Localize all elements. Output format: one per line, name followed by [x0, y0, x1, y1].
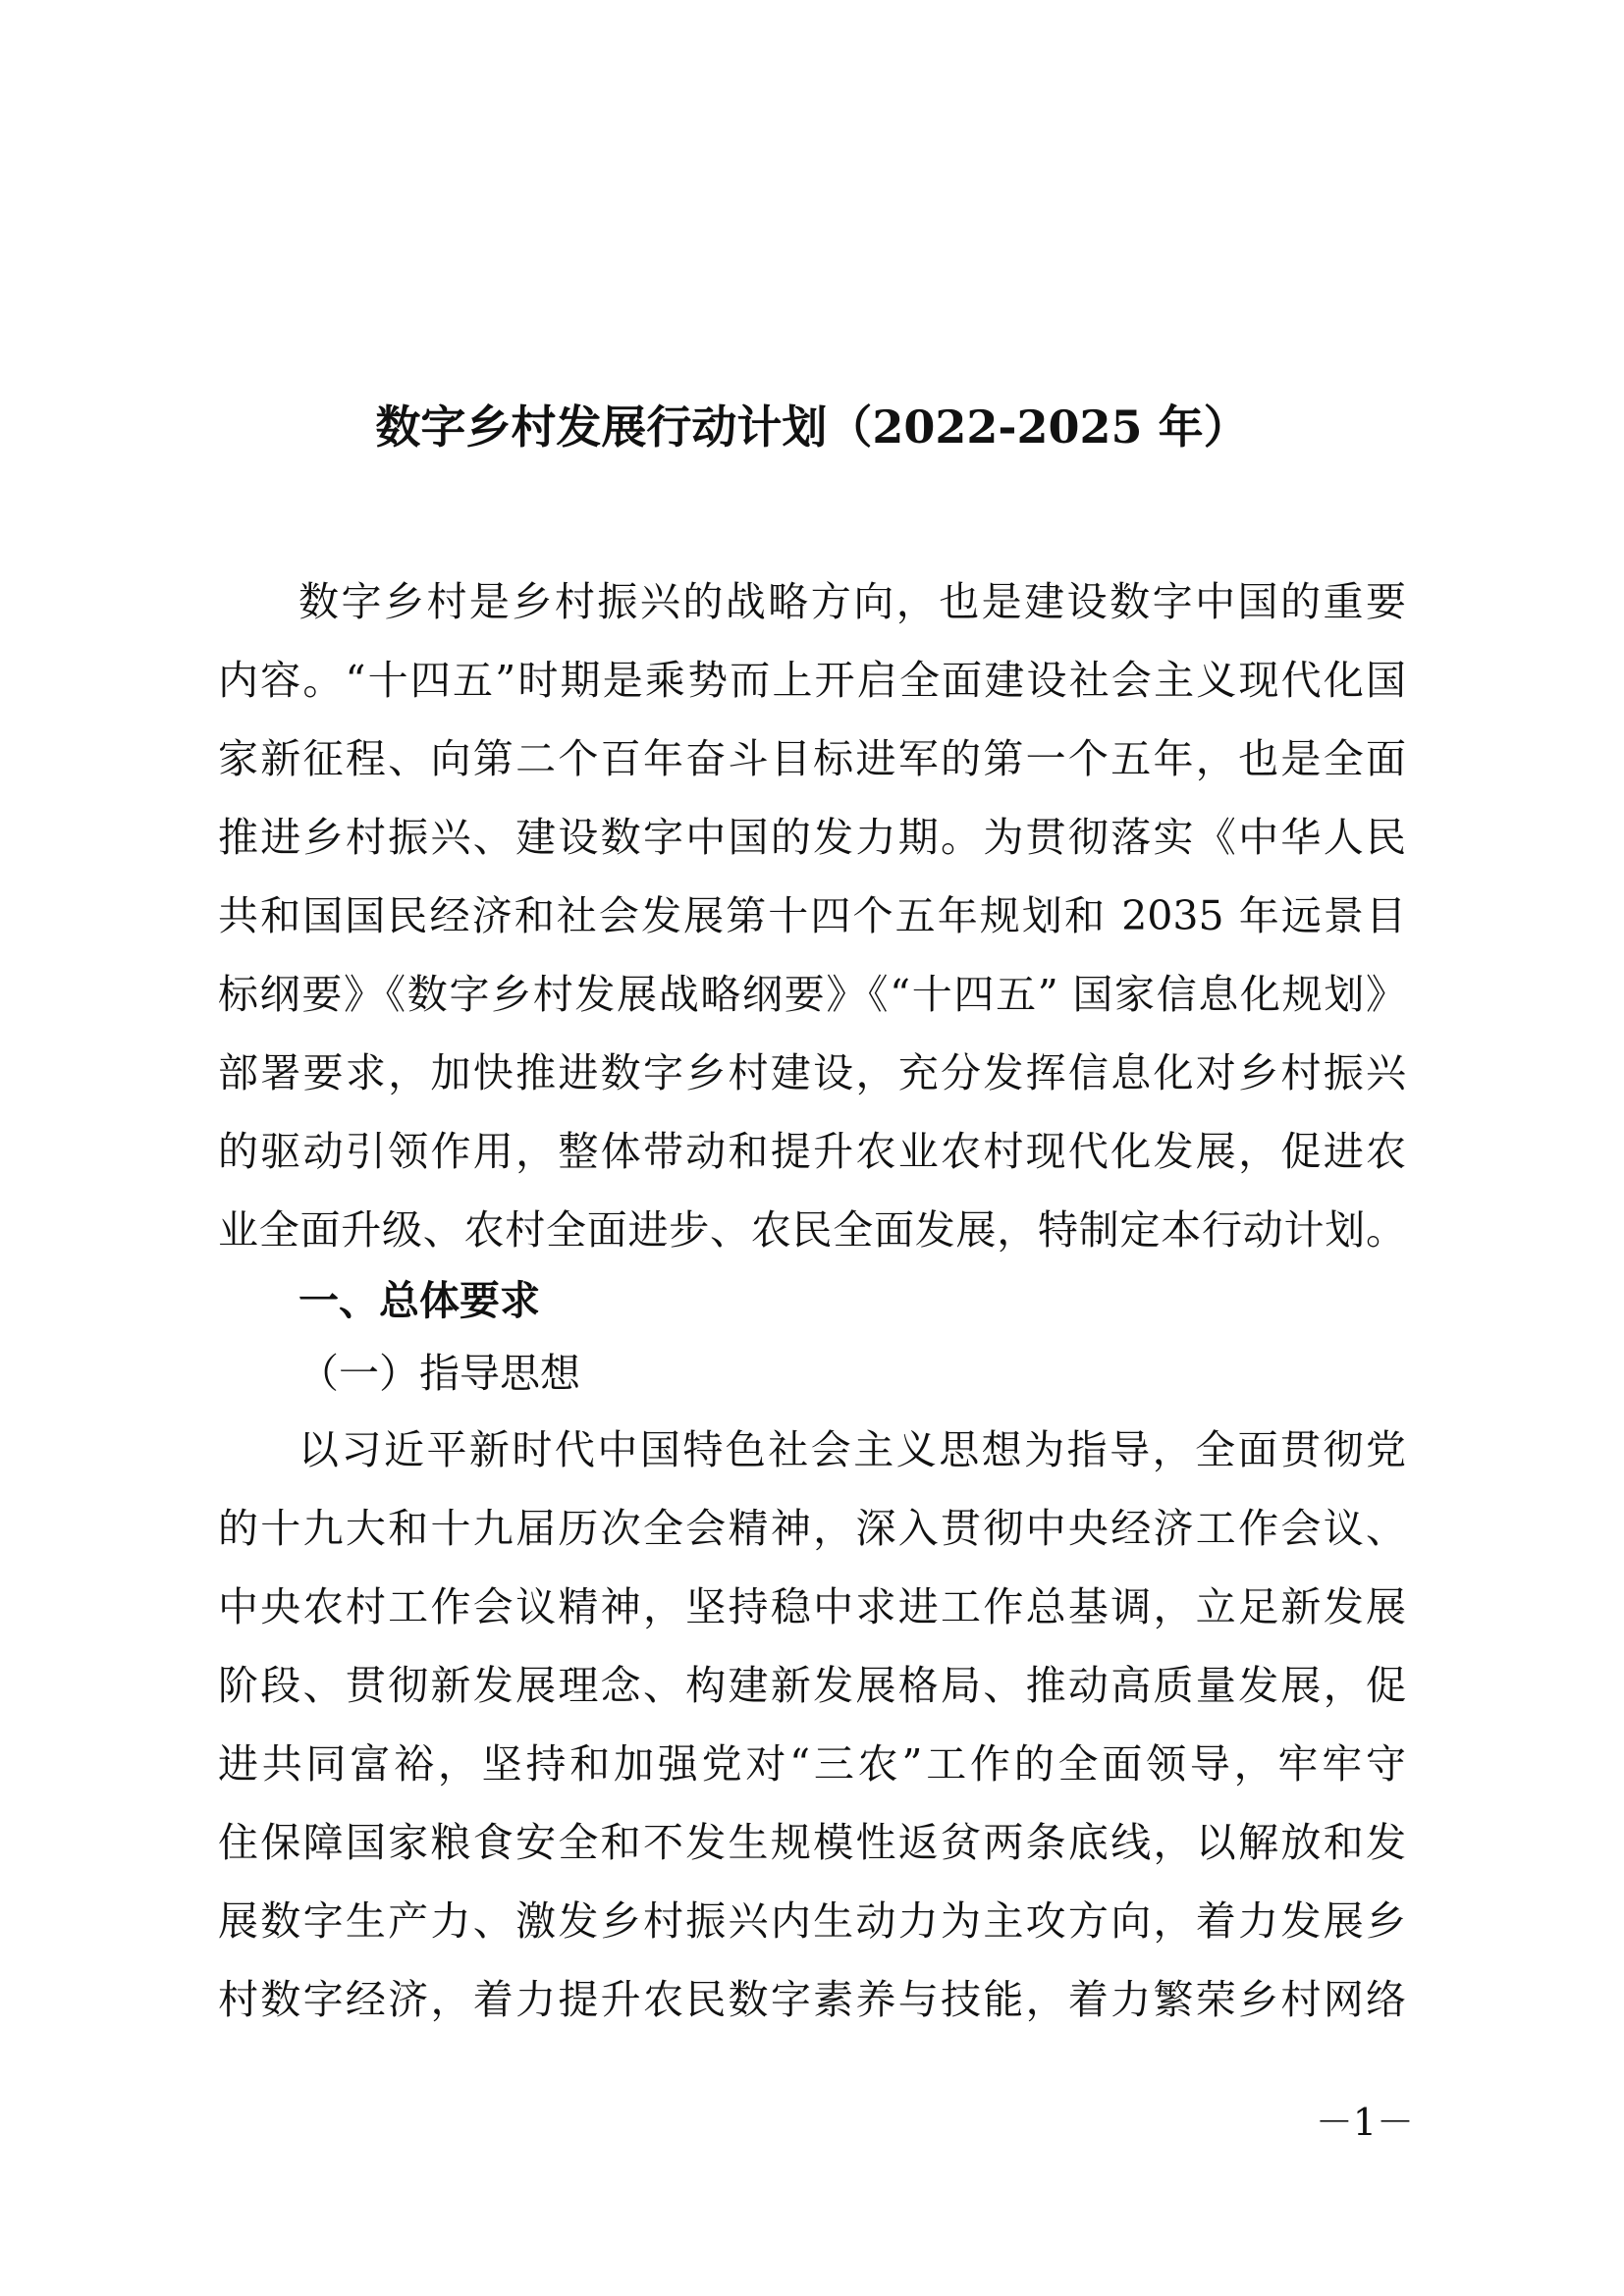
document-title: 数字乡村发展行动计划（2022-2025 年）: [375, 400, 1249, 454]
intro-paragraph-line: 标纲要》《数字乡村发展战略纲要》《“十四五” 国家信息化规划》: [218, 971, 1406, 1018]
section-heading: 一、总体要求: [298, 1277, 540, 1324]
page-number: －1－: [1315, 2101, 1414, 2144]
body-paragraph-line: 中央农村工作会议精神，坚持稳中求进工作总基调，立足新发展: [218, 1583, 1406, 1630]
body-paragraph-line: 村数字经济，着力提升农民数字素养与技能，着力繁荣乡村网络: [218, 1976, 1406, 2023]
intro-paragraph-line: 内容。“十四五”时期是乘势而上开启全面建设社会主义现代化国: [218, 657, 1406, 704]
intro-paragraph-line: 推进乡村振兴、建设数字中国的发力期。为贯彻落实《中华人民: [218, 814, 1406, 861]
intro-paragraph-line: 业全面升级、农村全面进步、农民全面发展，特制定本行动计划。: [218, 1206, 1406, 1254]
body-paragraph-line: 进共同富裕，坚持和加强党对“三农”工作的全面领导，牢牢守: [218, 1740, 1406, 1788]
body-paragraph-line: 以习近平新时代中国特色社会主义思想为指导，全面贯彻党: [298, 1426, 1406, 1473]
body-paragraph-line: 阶段、贯彻新发展理念、构建新发展格局、推动高质量发展，促: [218, 1662, 1406, 1709]
intro-paragraph-line: 家新征程、向第二个百年奋斗目标进军的第一个五年，也是全面: [218, 735, 1406, 782]
subsection-heading: （一）指导思想: [298, 1350, 580, 1397]
intro-paragraph-line: 数字乡村是乡村振兴的战略方向，也是建设数字中国的重要: [298, 578, 1406, 625]
intro-paragraph-line: 的驱动引领作用，整体带动和提升农业农村现代化发展，促进农: [218, 1128, 1406, 1175]
body-paragraph-line: 展数字生产力、激发乡村振兴内生动力为主攻方向，着力发展乡: [218, 1897, 1406, 1945]
body-paragraph-line: 的十九大和十九届历次全会精神，深入贯彻中央经济工作会议、: [218, 1505, 1406, 1552]
body-paragraph-line: 住保障国家粮食安全和不发生规模性返贫两条底线，以解放和发: [218, 1819, 1406, 1866]
intro-paragraph-line: 共和国国民经济和社会发展第十四个五年规划和 2035 年远景目: [218, 892, 1406, 939]
intro-paragraph-line: 部署要求，加快推进数字乡村建设，充分发挥信息化对乡村振兴: [218, 1049, 1406, 1096]
